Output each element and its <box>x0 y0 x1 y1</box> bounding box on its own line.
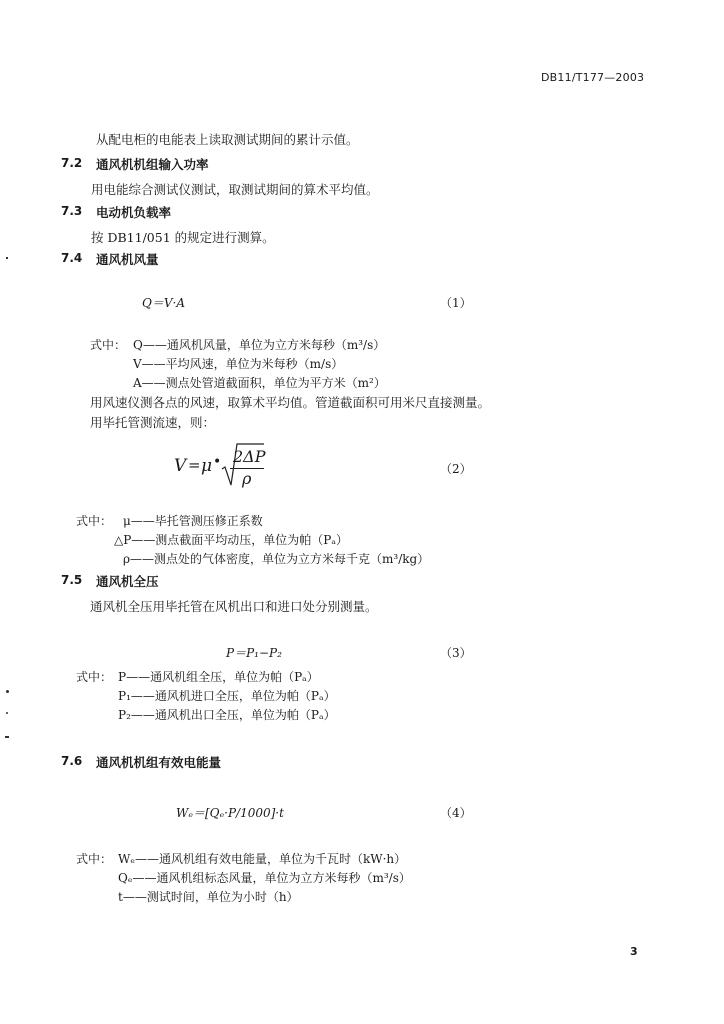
eq3-where-label: 式中： <box>76 670 113 684</box>
section-7-6-number: 7.6 <box>61 754 83 768</box>
section-7-5-number: 7.5 <box>61 573 83 587</box>
equation-4: Wₑ＝[Qₑ·P/1000]·t <box>176 806 284 820</box>
eq1-note-2: 用毕托管测流速，则： <box>90 415 216 430</box>
section-7-4-number: 7.4 <box>61 251 83 265</box>
equation-3: P＝P₁−P₂ <box>226 646 282 660</box>
eq3-def-p: P——通风机组全压，单位为帕（Pₐ） <box>118 670 319 684</box>
section-7-2-number: 7.2 <box>61 156 83 170</box>
eq2-numerator: 2ΔP <box>233 447 266 466</box>
section-7-2-title: 通风机机组输入功率 <box>96 157 209 172</box>
section-7-5-title: 通风机全压 <box>96 574 159 589</box>
eq3-def-p2: P₂——通风机出口全压，单位为帕（Pₐ） <box>118 708 336 722</box>
scan-speck <box>5 736 9 738</box>
eq4-def-qe: Qₑ——通风机组标态风量，单位为立方米每秒（m³/s） <box>118 871 411 885</box>
section-7-3-text: 按 DB11/051 的规定进行测算。 <box>91 230 275 245</box>
eq2-mu: μ <box>201 456 213 476</box>
eq1-def-q: Q——通风机风量，单位为立方米每秒（m³/s） <box>133 338 386 352</box>
page-number: 3 <box>630 945 638 958</box>
eq4-def-t: t——测试时间，单位为小时（h） <box>118 890 299 904</box>
equation-2-number: （2） <box>440 462 472 476</box>
eq2-dot: • <box>213 454 222 470</box>
intro-line: 从配电柜的电能表上读取测试期间的累计示值。 <box>96 132 359 147</box>
scan-speck <box>6 257 8 259</box>
eq4-def-we: Wₑ——通风机组有效电能量，单位为千瓦时（kW·h） <box>118 852 407 866</box>
document-code: DB11/T177—2003 <box>541 71 645 84</box>
equation-1: Q＝V·A <box>142 296 185 310</box>
section-7-3-number: 7.3 <box>61 204 83 218</box>
equation-1-number: （1） <box>440 296 472 310</box>
eq4-where-label: 式中： <box>76 852 113 866</box>
eq2-denominator: ρ <box>242 469 252 488</box>
section-7-6-title: 通风机机组有效电能量 <box>96 755 222 770</box>
eq1-where-label: 式中： <box>90 338 127 352</box>
section-7-3-title: 电动机负载率 <box>96 205 172 220</box>
section-7-2-text: 用电能综合测试仪测试，取测试期间的算术平均值。 <box>91 182 379 197</box>
equation-3-number: （3） <box>440 646 472 660</box>
eq2-where-label: 式中： <box>76 514 113 528</box>
eq1-def-a: A——测点处管道截面积，单位为平方米（m²） <box>133 376 386 390</box>
eq2-def-dp: △P——测点截面平均动压，单位为帕（Pₐ） <box>114 533 349 547</box>
eq1-def-v: V——平均风速，单位为米每秒（m/s） <box>133 357 344 371</box>
scan-speck <box>6 712 8 714</box>
section-7-4-title: 通风机风量 <box>96 252 159 267</box>
eq2-equals: = <box>188 456 201 474</box>
eq1-note-1: 用风速仪测各点的风速，取算术平均值。管道截面积可用米尺直接测量。 <box>90 395 491 410</box>
section-7-5-text: 通风机全压用毕托管在风机出口和进口处分别测量。 <box>90 599 378 614</box>
equation-4-number: （4） <box>440 806 472 820</box>
eq2-lhs: V <box>174 456 187 476</box>
eq2-def-rho: ρ——测点处的气体密度，单位为立方米每千克（m³/kg） <box>123 552 430 566</box>
scan-speck <box>6 690 9 693</box>
eq3-def-p1: P₁——通风机进口全压，单位为帕（Pₐ） <box>118 689 336 703</box>
eq2-def-mu: μ——毕托管测压修正系数 <box>123 514 263 528</box>
